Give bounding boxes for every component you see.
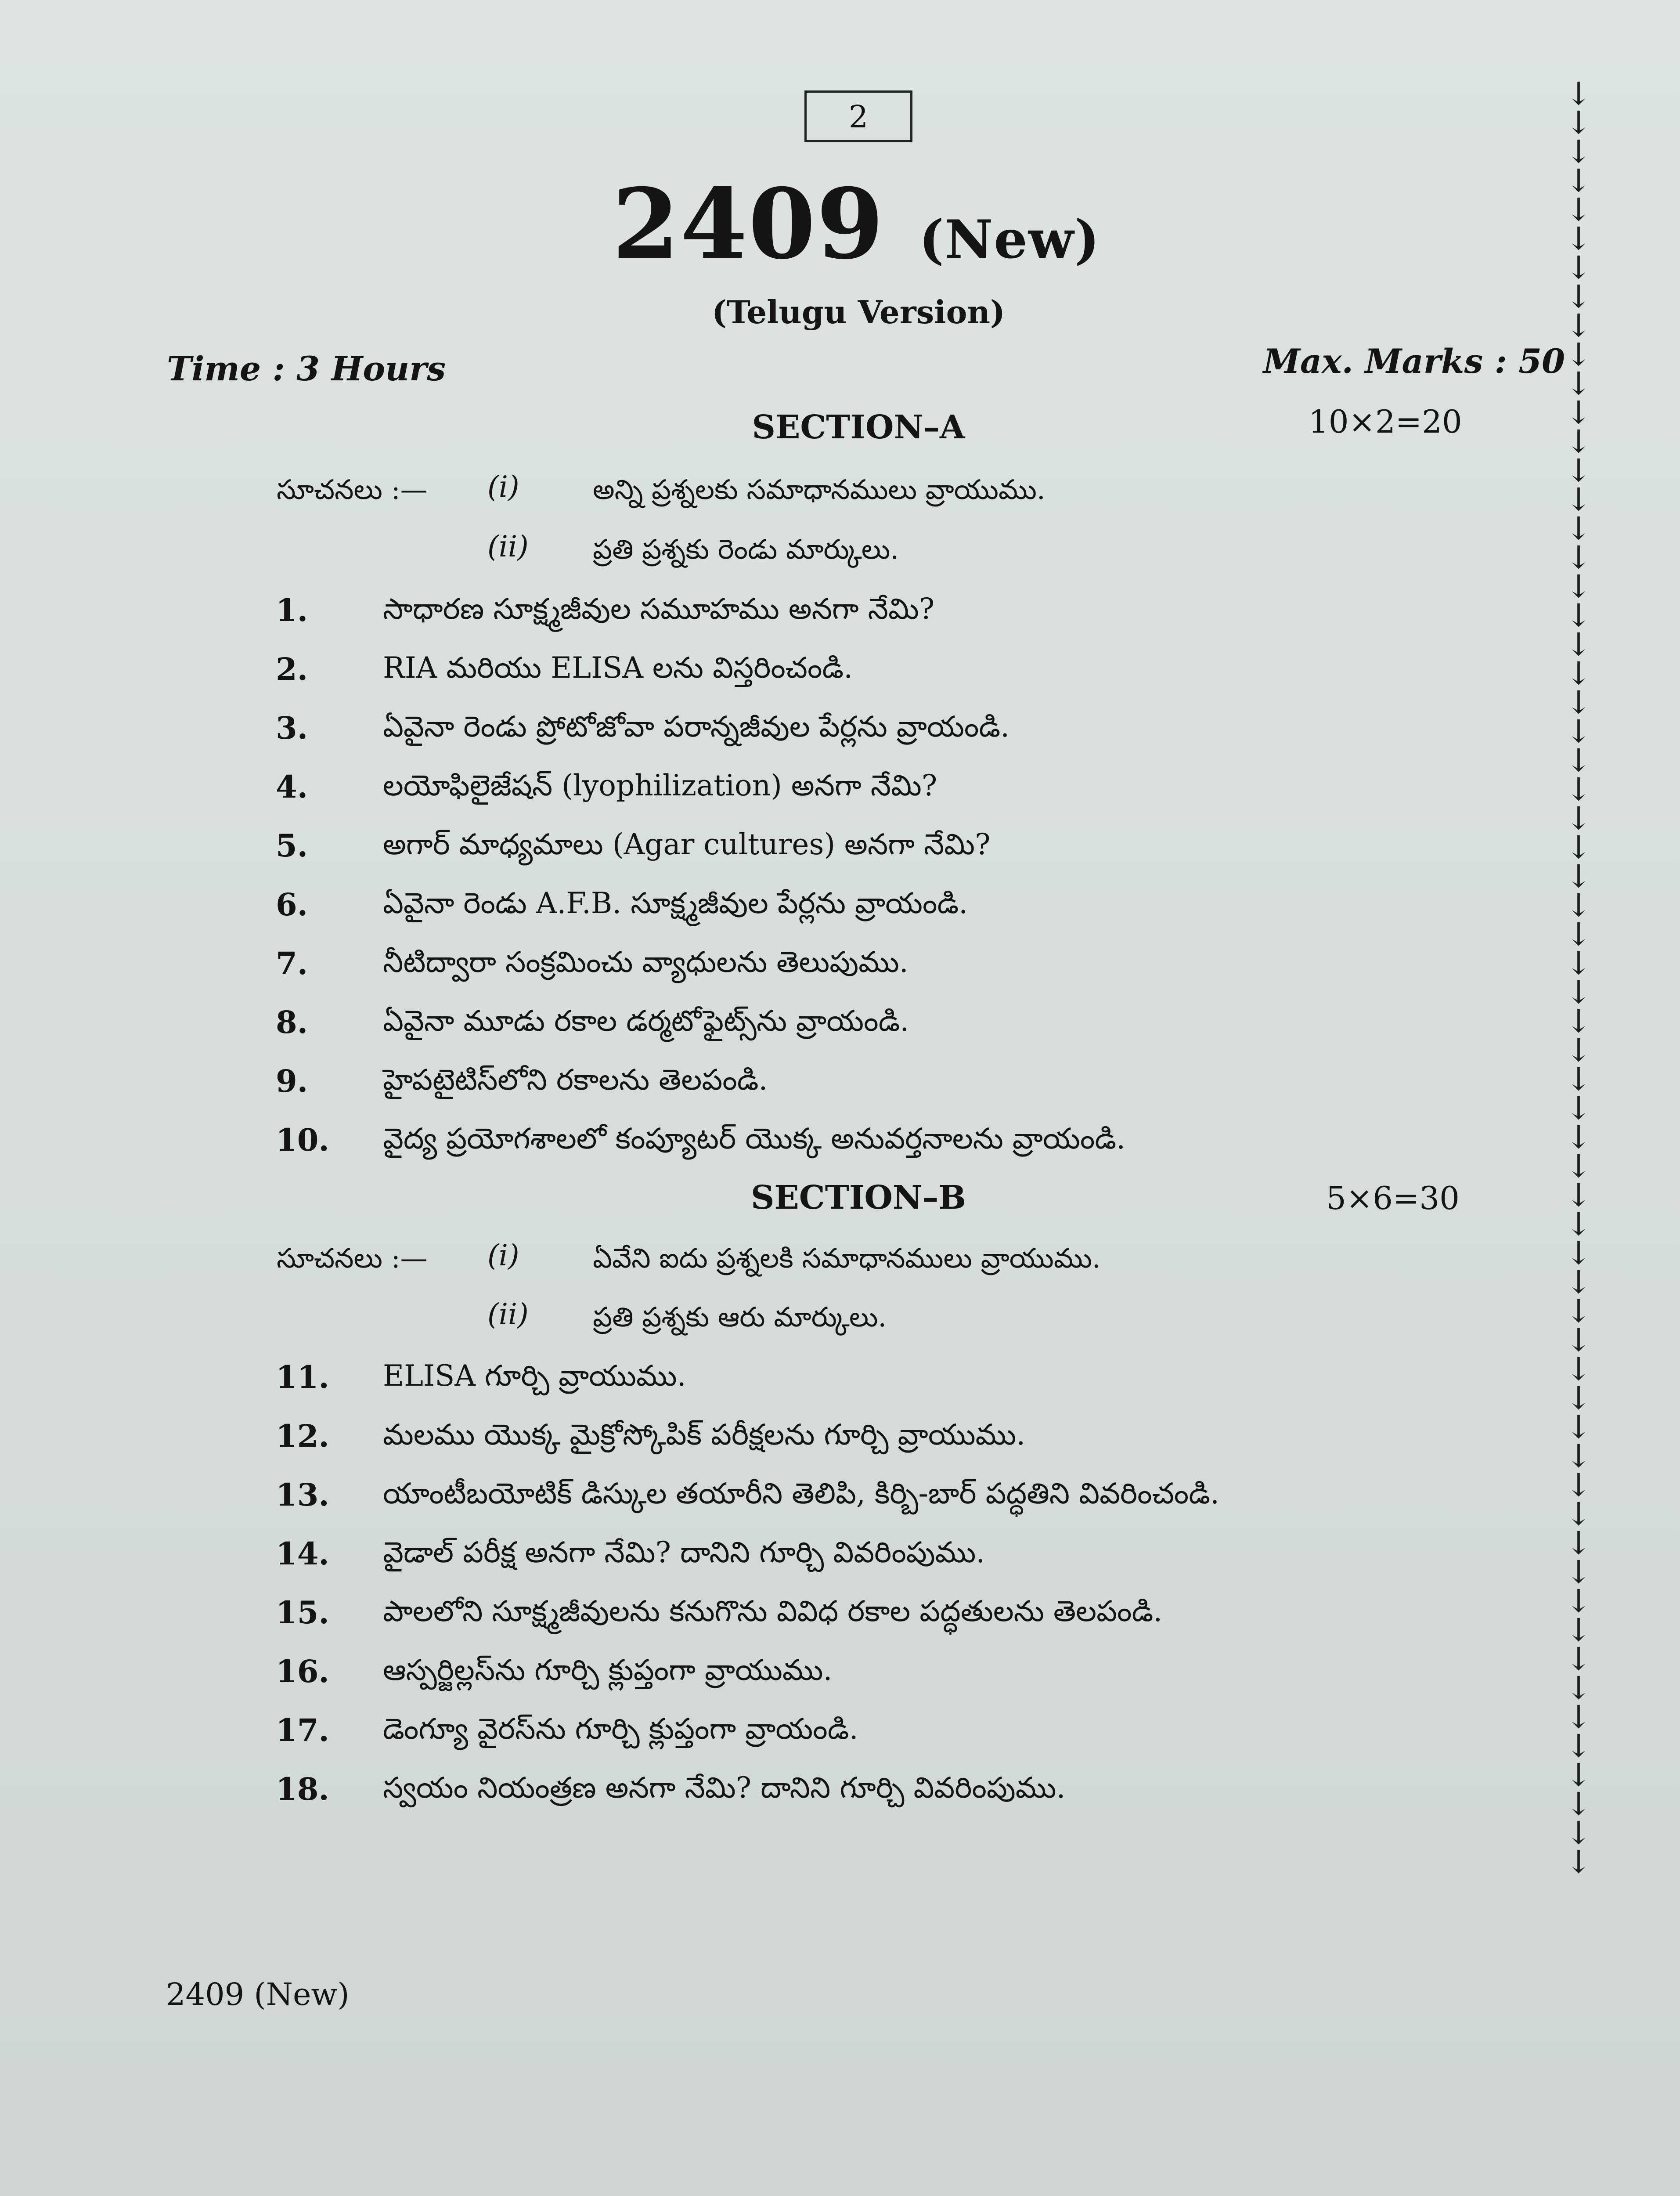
down-arrow-icon: ↓ bbox=[1565, 655, 1592, 692]
version-label: (Telugu Version) bbox=[712, 293, 1005, 331]
down-arrow-icon: ↓ bbox=[1565, 974, 1592, 1011]
question-text: అగార్ మాధ్యమాలు (Agar cultures) అనగా నేమి? bbox=[383, 827, 991, 861]
down-arrow-icon: ↓ bbox=[1565, 1061, 1592, 1098]
down-arrow-icon: ↓ bbox=[1565, 858, 1592, 895]
paper-code-suffix: (New) bbox=[919, 209, 1100, 271]
down-arrow-icon: ↓ bbox=[1565, 133, 1592, 170]
question-number: 18. bbox=[276, 1771, 329, 1807]
down-arrow-icon: ↓ bbox=[1565, 800, 1592, 837]
section-b-instruction-num: (ii) bbox=[487, 1297, 529, 1331]
down-arrow-icon: ↓ bbox=[1565, 394, 1592, 431]
question-text: హైపటైటిస్‌లోని రకాలను తెలపండి. bbox=[383, 1063, 768, 1097]
question-number: 3. bbox=[276, 710, 308, 746]
section-a-instruction-text: ప్రతి ప్రశ్నకు రెండు మార్కులు. bbox=[593, 533, 899, 565]
down-arrow-icon: ↓ bbox=[1565, 104, 1592, 141]
down-arrow-icon: ↓ bbox=[1565, 1380, 1592, 1416]
section-a-marks: 10×2=20 bbox=[1309, 403, 1462, 440]
question-text: మలము యొక్క మైక్రోస్కోపిక్ పరీక్షలను గూర్చి వ్రాయుము. bbox=[383, 1418, 1026, 1452]
down-arrow-icon: ↓ bbox=[1565, 713, 1592, 750]
down-arrow-icon: ↓ bbox=[1565, 365, 1592, 402]
question-text: RIA మరియు ELISA లను విస్తరించండి. bbox=[383, 651, 853, 685]
down-arrow-icon: ↓ bbox=[1565, 1090, 1592, 1127]
max-marks-label: Max. Marks : 50 bbox=[1263, 342, 1565, 381]
section-a-title: SECTION–A bbox=[752, 408, 965, 446]
down-arrow-icon: ↓ bbox=[1565, 887, 1592, 924]
section-b-instruction-label: సూచనలు :— bbox=[277, 1242, 428, 1274]
section-a-instruction-label: సూచనలు :— bbox=[277, 473, 428, 506]
question-text: ఏవైనా రెండు ప్రోటోజోవా పరాన్నజీవుల పేర్లను వ్రాయండి. bbox=[383, 710, 1010, 744]
question-text: నీటిద్వారా సంక్రమించు వ్యాధులను తెలుపుము. bbox=[383, 945, 908, 979]
down-arrow-icon: ↓ bbox=[1565, 1814, 1592, 1851]
section-b-instruction-num: (i) bbox=[487, 1239, 519, 1272]
down-arrow-icon: ↓ bbox=[1565, 1264, 1592, 1300]
down-arrow-icon: ↓ bbox=[1565, 249, 1592, 286]
down-arrow-icon: ↓ bbox=[1565, 1756, 1592, 1793]
down-arrow-icon: ↓ bbox=[1565, 597, 1592, 634]
section-b-marks: 5×6=30 bbox=[1326, 1180, 1460, 1217]
question-text: యాంటీబయోటిక్ డిస్కుల తయారీని తెలిపి, కిర్బి-బార్ పద్ధతిని వివరించండి. bbox=[383, 1477, 1220, 1510]
question-number: 5. bbox=[276, 827, 308, 864]
section-b-title: SECTION–B bbox=[750, 1179, 966, 1217]
down-arrow-icon: ↓ bbox=[1565, 1003, 1592, 1040]
down-arrow-icon: ↓ bbox=[1565, 162, 1592, 199]
question-number: 10. bbox=[276, 1122, 329, 1158]
down-arrow-icon: ↓ bbox=[1565, 771, 1592, 808]
question-number: 8. bbox=[276, 1004, 308, 1040]
down-arrow-icon: ↓ bbox=[1565, 1177, 1592, 1214]
paper-code: 2409 bbox=[612, 167, 885, 281]
down-arrow-icon: ↓ bbox=[1565, 1495, 1592, 1532]
question-text: ఏవైనా రెండు A.F.B. సూక్ష్మజీవుల పేర్లను వ్రాయండి. bbox=[383, 886, 968, 920]
question-text: స్వయం నియంత్రణ అనగా నేమి? దానిని గూర్చి వివరింపుము. bbox=[383, 1771, 1066, 1805]
down-arrow-icon: ↓ bbox=[1565, 481, 1592, 518]
section-a-instruction-num: (ii) bbox=[487, 530, 529, 563]
down-arrow-icon: ↓ bbox=[1565, 1669, 1592, 1706]
question-text: ఏవైనా మూడు రకాల డర్మటోఫైట్స్‌ను వ్రాయండి. bbox=[383, 1004, 909, 1038]
question-text: ELISA గూర్చి వ్రాయుము. bbox=[383, 1359, 686, 1393]
down-arrow-icon: ↓ bbox=[1565, 1032, 1592, 1069]
down-arrow-icon: ↓ bbox=[1565, 1727, 1592, 1764]
question-text: డెంగ్యూ వైరస్‌ను గూర్చి క్లుప్తంగా వ్రాయండి. bbox=[383, 1712, 858, 1746]
down-arrow-icon: ↓ bbox=[1565, 1553, 1592, 1590]
down-arrow-icon: ↓ bbox=[1565, 1351, 1592, 1387]
down-arrow-icon: ↓ bbox=[1565, 916, 1592, 953]
down-arrow-icon: ↓ bbox=[1565, 1322, 1592, 1358]
down-arrow-icon: ↓ bbox=[1565, 539, 1592, 576]
down-arrow-icon: ↓ bbox=[1565, 336, 1592, 373]
footer-code: 2409 (New) bbox=[166, 1976, 350, 2012]
down-arrow-icon: ↓ bbox=[1565, 742, 1592, 779]
question-number: 13. bbox=[276, 1477, 329, 1513]
down-arrow-icon: ↓ bbox=[1565, 1409, 1592, 1445]
section-a-instruction-num: (i) bbox=[487, 470, 519, 504]
down-arrow-icon: ↓ bbox=[1565, 626, 1592, 663]
question-number: 15. bbox=[276, 1594, 329, 1631]
down-arrow-icon: ↓ bbox=[1565, 1582, 1592, 1619]
down-arrow-icon: ↓ bbox=[1565, 1611, 1592, 1648]
question-number: 7. bbox=[276, 945, 308, 982]
down-arrow-icon: ↓ bbox=[1565, 945, 1592, 982]
question-number: 9. bbox=[276, 1063, 308, 1099]
margin-arrow-column bbox=[1563, 75, 1594, 1880]
down-arrow-icon: ↓ bbox=[1565, 1119, 1592, 1156]
question-number: 16. bbox=[276, 1653, 329, 1690]
question-number: 17. bbox=[276, 1712, 329, 1748]
question-text: పాలలోని సూక్ష్మజీవులను కనుగొను వివిధ రకాల పద్ధతులను తెలపండి. bbox=[383, 1594, 1163, 1628]
question-text: వైడాల్ పరీక్ష అనగా నేమి? దానిని గూర్చి వివరింపుము. bbox=[383, 1535, 985, 1569]
down-arrow-icon: ↓ bbox=[1565, 1206, 1592, 1242]
down-arrow-icon: ↓ bbox=[1565, 278, 1592, 315]
down-arrow-icon: ↓ bbox=[1565, 1466, 1592, 1503]
question-number: 6. bbox=[276, 886, 308, 923]
question-number: 4. bbox=[276, 769, 308, 805]
time-label: Time : 3 Hours bbox=[167, 349, 446, 388]
paper-code-title bbox=[0, 162, 1680, 286]
question-number: 11. bbox=[276, 1359, 329, 1395]
question-number: 1. bbox=[276, 592, 308, 628]
down-arrow-icon: ↓ bbox=[1565, 1698, 1592, 1735]
down-arrow-icon: ↓ bbox=[1565, 1785, 1592, 1822]
down-arrow-icon: ↓ bbox=[1565, 220, 1592, 257]
section-b-instruction-text: ఏవేని ఐదు ప్రశ్నలకి సమాధానములు వ్రాయుము. bbox=[593, 1242, 1101, 1274]
question-text: వైద్య ప్రయోగశాలలో కంప్యూటర్ యొక్క అనువర్తనాలను వ్రాయండి. bbox=[383, 1122, 1126, 1156]
question-text: లయోఫిలైజేషన్ (lyophilization) అనగా నేమి? bbox=[383, 769, 937, 802]
down-arrow-icon: ↓ bbox=[1565, 568, 1592, 605]
section-b-instruction-text: ప్రతి ప్రశ్నకు ఆరు మార్కులు. bbox=[593, 1301, 887, 1333]
question-text: సాధారణ సూక్ష్మజీవుల సమూహము అనగా నేమి? bbox=[383, 592, 935, 626]
down-arrow-icon: ↓ bbox=[1565, 1640, 1592, 1677]
down-arrow-icon: ↓ bbox=[1565, 191, 1592, 228]
down-arrow-icon: ↓ bbox=[1565, 684, 1592, 721]
question-number: 2. bbox=[276, 651, 308, 687]
down-arrow-icon: ↓ bbox=[1565, 75, 1592, 112]
question-text: ఆస్పర్జిల్లస్‌ను గూర్చి క్లుప్తంగా వ్రాయుము. bbox=[383, 1653, 833, 1687]
down-arrow-icon: ↓ bbox=[1565, 1148, 1592, 1185]
down-arrow-icon: ↓ bbox=[1565, 1843, 1592, 1880]
question-number: 14. bbox=[276, 1535, 329, 1572]
down-arrow-icon: ↓ bbox=[1565, 452, 1592, 489]
down-arrow-icon: ↓ bbox=[1565, 1438, 1592, 1474]
section-a-instruction-text: అన్ని ప్రశ్నలకు సమాధానములు వ్రాయుము. bbox=[593, 473, 1045, 506]
down-arrow-icon: ↓ bbox=[1565, 1235, 1592, 1271]
down-arrow-icon: ↓ bbox=[1565, 307, 1592, 344]
down-arrow-icon: ↓ bbox=[1565, 1524, 1592, 1561]
down-arrow-icon: ↓ bbox=[1565, 423, 1592, 460]
question-number: 12. bbox=[276, 1418, 329, 1454]
down-arrow-icon: ↓ bbox=[1565, 829, 1592, 866]
page-number-box: 2 bbox=[804, 90, 912, 142]
down-arrow-icon: ↓ bbox=[1565, 1293, 1592, 1329]
down-arrow-icon: ↓ bbox=[1565, 510, 1592, 547]
